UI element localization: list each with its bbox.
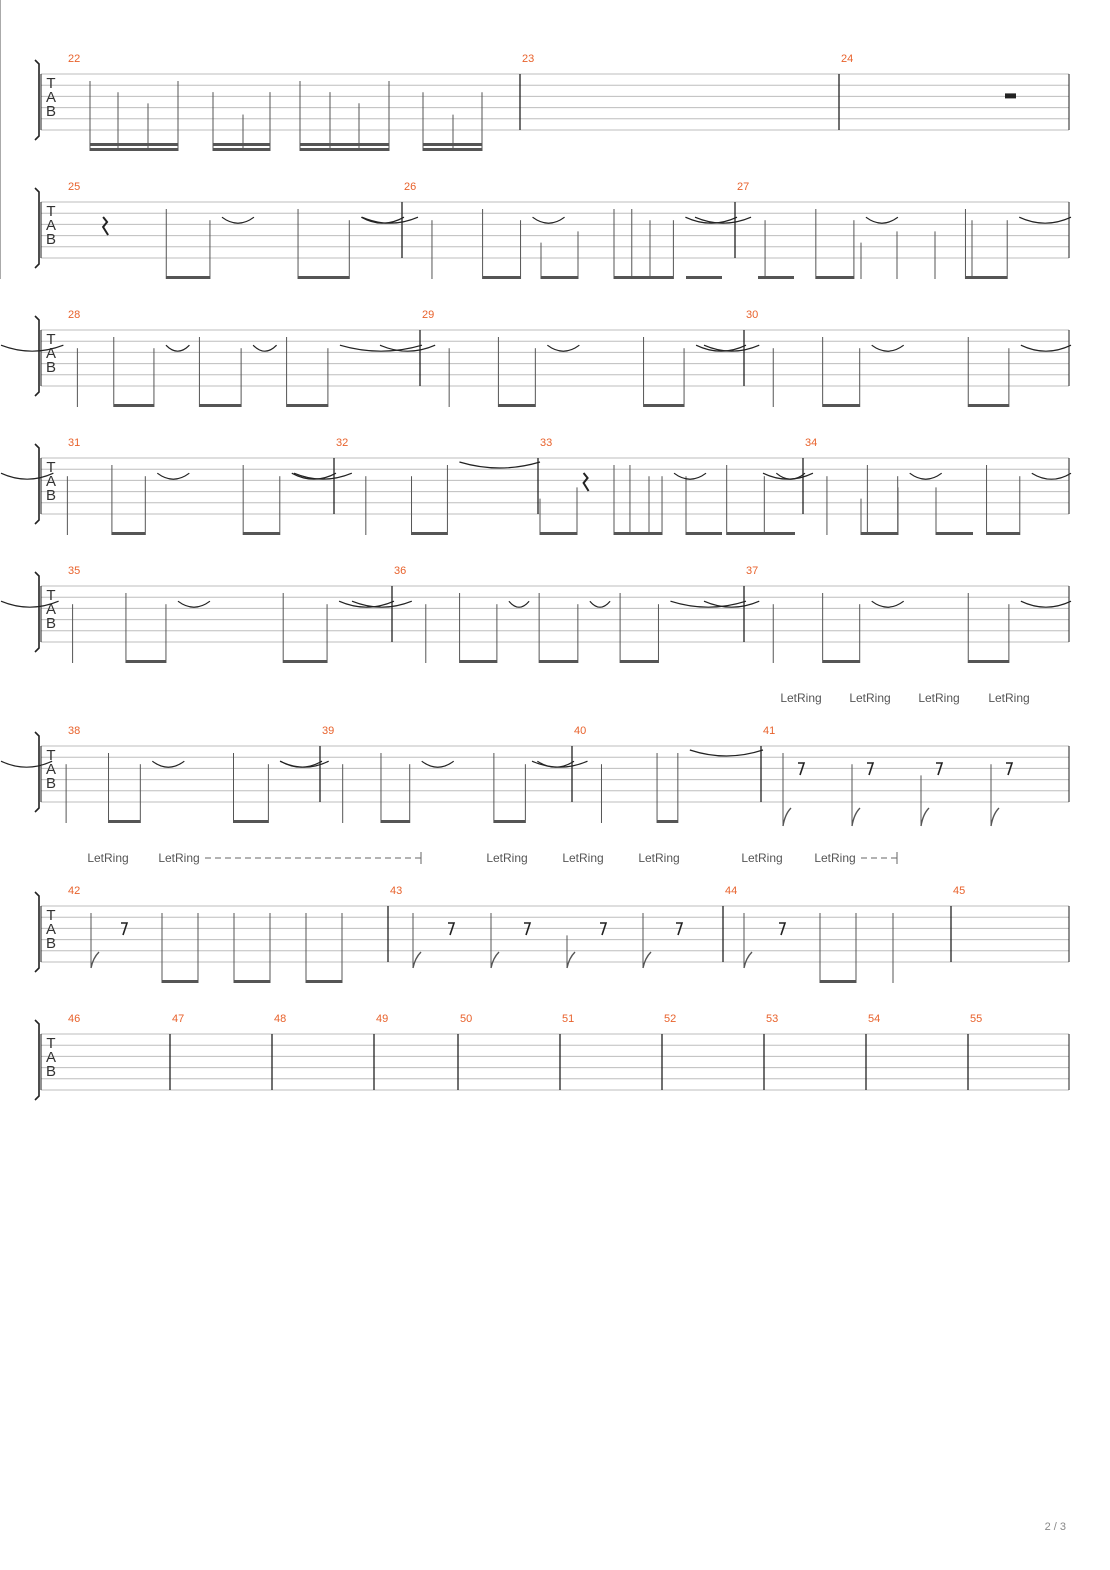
note-flag: [852, 808, 860, 826]
eighth-rest: [936, 763, 942, 775]
note-beam: [936, 532, 973, 535]
note-beam: [112, 532, 145, 535]
note-beam: [539, 660, 578, 663]
note-beam: [412, 532, 448, 535]
tab-clef-letter: A: [45, 473, 57, 490]
tab-clef-letter: B: [45, 103, 57, 120]
system-bracket: [35, 732, 39, 812]
tab-clef-letter: A: [45, 345, 57, 362]
system-bracket: [35, 572, 39, 652]
note-flag: [744, 952, 752, 968]
note-beam: [968, 660, 1009, 663]
tie-arc: [704, 601, 759, 607]
note-beam: [300, 143, 389, 146]
tie-arc: [763, 473, 813, 479]
tab-clef-letter: T: [46, 459, 56, 476]
measure-number: 26: [404, 181, 417, 193]
note-beam: [109, 820, 141, 823]
system-bracket: [35, 892, 39, 972]
system-bracket: [35, 444, 39, 524]
tie-arc: [674, 473, 706, 479]
measure-number: 48: [274, 1013, 287, 1025]
eighth-rest: [524, 923, 530, 935]
tie-arc: [1019, 217, 1071, 223]
tab-clef-letter: B: [45, 359, 57, 376]
note-flag: [643, 952, 651, 968]
measure-number: 53: [766, 1013, 779, 1025]
measure-number: 55: [970, 1013, 983, 1025]
tie-arc: [1, 761, 52, 767]
measure-number: 34: [805, 437, 818, 449]
measure-number: 33: [540, 437, 553, 449]
measure-number: 44: [725, 885, 738, 897]
note-beam: [644, 404, 685, 407]
let-ring-label: LetRing: [814, 851, 856, 865]
measure-number: 49: [376, 1013, 389, 1025]
eighth-rest: [798, 763, 804, 775]
tab-clef-letter: A: [45, 89, 57, 106]
let-ring-label: LetRing: [849, 691, 891, 705]
note-beam: [423, 143, 482, 146]
let-ring-label: LetRing: [486, 851, 528, 865]
measure-number: 31: [68, 437, 81, 449]
tab-system: [0, 0, 1071, 279]
note-beam: [758, 276, 794, 279]
note-beam: [213, 143, 270, 146]
measure-number: 32: [336, 437, 349, 449]
note-beam: [727, 532, 765, 535]
note-beam: [300, 148, 389, 151]
tie-arc: [1032, 473, 1071, 479]
measure-number: 42: [68, 885, 81, 897]
note-beam: [816, 276, 854, 279]
measure-number: 30: [746, 309, 759, 321]
tab-system: [1, 309, 1071, 407]
measure-number: 43: [390, 885, 403, 897]
tie-arc: [222, 217, 254, 223]
note-beam: [987, 532, 1020, 535]
measure-number: 40: [574, 725, 587, 737]
note-beam: [823, 404, 860, 407]
note-beam: [632, 276, 674, 279]
tab-clef-letter: T: [46, 203, 56, 220]
note-beam: [820, 980, 856, 983]
measure-number: 37: [746, 565, 759, 577]
tab-clef-letter: B: [45, 1063, 57, 1080]
eighth-rest: [1006, 763, 1012, 775]
tab-clef-letter: T: [46, 587, 56, 604]
half-rest: [1005, 93, 1016, 98]
let-ring-label: LetRing: [988, 691, 1030, 705]
let-ring-label: LetRing: [158, 851, 200, 865]
tie-arc: [533, 217, 565, 223]
tab-clef-letter: T: [46, 1035, 56, 1052]
tie-arc: [352, 601, 412, 607]
let-ring-label: LetRing: [918, 691, 960, 705]
tie-arc: [547, 345, 579, 351]
tab-clef-letter: B: [45, 231, 57, 248]
tie-arc: [339, 601, 394, 607]
tab-system: [35, 851, 1069, 983]
tab-system: [35, 1013, 1069, 1100]
eighth-rest: [600, 923, 606, 935]
let-ring-label: LetRing: [87, 851, 129, 865]
measure-number: 36: [394, 565, 407, 577]
note-beam: [90, 148, 178, 151]
note-beam: [243, 532, 280, 535]
let-ring-label: LetRing: [741, 851, 783, 865]
tie-arc: [1021, 345, 1071, 351]
measure-number: 27: [737, 181, 750, 193]
tie-arc: [1021, 601, 1071, 607]
measure-number: 47: [172, 1013, 185, 1025]
measure-number: 38: [68, 725, 81, 737]
tie-arc: [459, 462, 540, 468]
note-beam: [498, 404, 535, 407]
measure-number: 25: [68, 181, 81, 193]
tab-clef-letter: T: [46, 331, 56, 348]
note-beam: [968, 404, 1009, 407]
note-beam: [166, 276, 210, 279]
note-beam: [283, 660, 327, 663]
note-beam: [540, 532, 577, 535]
tie-arc: [590, 601, 610, 607]
page-number: 2 / 3: [1044, 1521, 1066, 1533]
system-bracket: [35, 188, 39, 268]
tab-system: [1, 437, 1071, 535]
note-beam: [114, 404, 154, 407]
note-beam: [686, 532, 722, 535]
let-ring-label: LetRing: [638, 851, 680, 865]
tie-arc: [509, 601, 529, 607]
system-bracket: [35, 1020, 39, 1100]
note-beam: [90, 143, 178, 146]
note-beam: [234, 820, 269, 823]
note-flag: [491, 952, 499, 968]
note-flag: [567, 952, 575, 968]
quarter-rest: [103, 217, 108, 235]
note-beam: [483, 276, 521, 279]
measure-number: 51: [562, 1013, 575, 1025]
measure-number: 54: [868, 1013, 881, 1025]
tie-arc: [690, 750, 763, 756]
note-beam: [423, 148, 482, 151]
measure-number: 28: [68, 309, 81, 321]
tab-clef-letter: B: [45, 487, 57, 504]
tab-clef-letter: T: [46, 747, 56, 764]
note-beam: [199, 404, 241, 407]
measure-number: 50: [460, 1013, 473, 1025]
measure-number: 35: [68, 565, 81, 577]
tab-clef-letter: A: [45, 921, 57, 938]
system-bracket: [35, 316, 39, 396]
note-flag: [921, 808, 929, 826]
note-beam: [657, 820, 678, 823]
tab-clef-letter: A: [45, 761, 57, 778]
note-flag: [783, 808, 791, 826]
measure-number: 45: [953, 885, 966, 897]
note-beam: [213, 148, 270, 151]
tie-arc: [670, 601, 746, 607]
tab-clef-letter: B: [45, 935, 57, 952]
tab-system: [0, 0, 1069, 151]
note-beam: [234, 980, 270, 983]
note-flag: [991, 808, 999, 826]
tie-arc: [910, 473, 942, 479]
note-beam: [298, 276, 349, 279]
tab-clef-letter: T: [46, 907, 56, 924]
note-beam: [126, 660, 166, 663]
note-beam: [494, 820, 526, 823]
note-beam: [162, 980, 198, 983]
note-beam: [381, 820, 410, 823]
tab-clef-letter: A: [45, 1049, 57, 1066]
tab-clef-letter: T: [46, 75, 56, 92]
note-flag: [91, 952, 99, 968]
eighth-rest: [121, 923, 127, 935]
note-beam: [823, 660, 860, 663]
measure-number: 52: [664, 1013, 677, 1025]
let-ring-label: LetRing: [562, 851, 604, 865]
let-ring-label: LetRing: [780, 691, 822, 705]
measure-number: 29: [422, 309, 435, 321]
note-beam: [541, 276, 578, 279]
tie-arc: [872, 345, 904, 351]
note-beam: [620, 660, 658, 663]
note-beam: [460, 660, 497, 663]
tie-arc: [872, 601, 904, 607]
tie-arc: [422, 761, 454, 767]
measure-number: 41: [763, 725, 776, 737]
eighth-rest: [676, 923, 682, 935]
system-bracket: [35, 60, 39, 140]
note-flag: [413, 952, 421, 968]
tie-arc: [152, 761, 184, 767]
measure-number: 24: [841, 53, 854, 65]
measure-number: 23: [522, 53, 535, 65]
measure-number: 22: [68, 53, 81, 65]
tab-system: [1, 691, 1069, 826]
eighth-rest: [779, 923, 785, 935]
tab-clef-letter: A: [45, 601, 57, 618]
measure-number: 39: [322, 725, 335, 737]
note-beam: [686, 276, 722, 279]
tie-arc: [157, 473, 189, 479]
tie-arc: [166, 345, 189, 351]
tab-clef-letter: B: [45, 615, 57, 632]
tab-system: [1, 565, 1071, 663]
tab-clef-letter: B: [45, 775, 57, 792]
measure-number: 46: [68, 1013, 81, 1025]
note-beam: [867, 532, 897, 535]
note-beam: [965, 276, 1007, 279]
tie-arc: [178, 601, 210, 607]
eighth-rest: [448, 923, 454, 935]
tie-arc: [866, 217, 898, 223]
tab-clef-letter: A: [45, 217, 57, 234]
tie-arc: [253, 345, 276, 351]
quarter-rest: [584, 473, 589, 491]
note-beam: [630, 532, 662, 535]
note-beam: [287, 404, 328, 407]
eighth-rest: [867, 763, 873, 775]
note-beam: [306, 980, 342, 983]
